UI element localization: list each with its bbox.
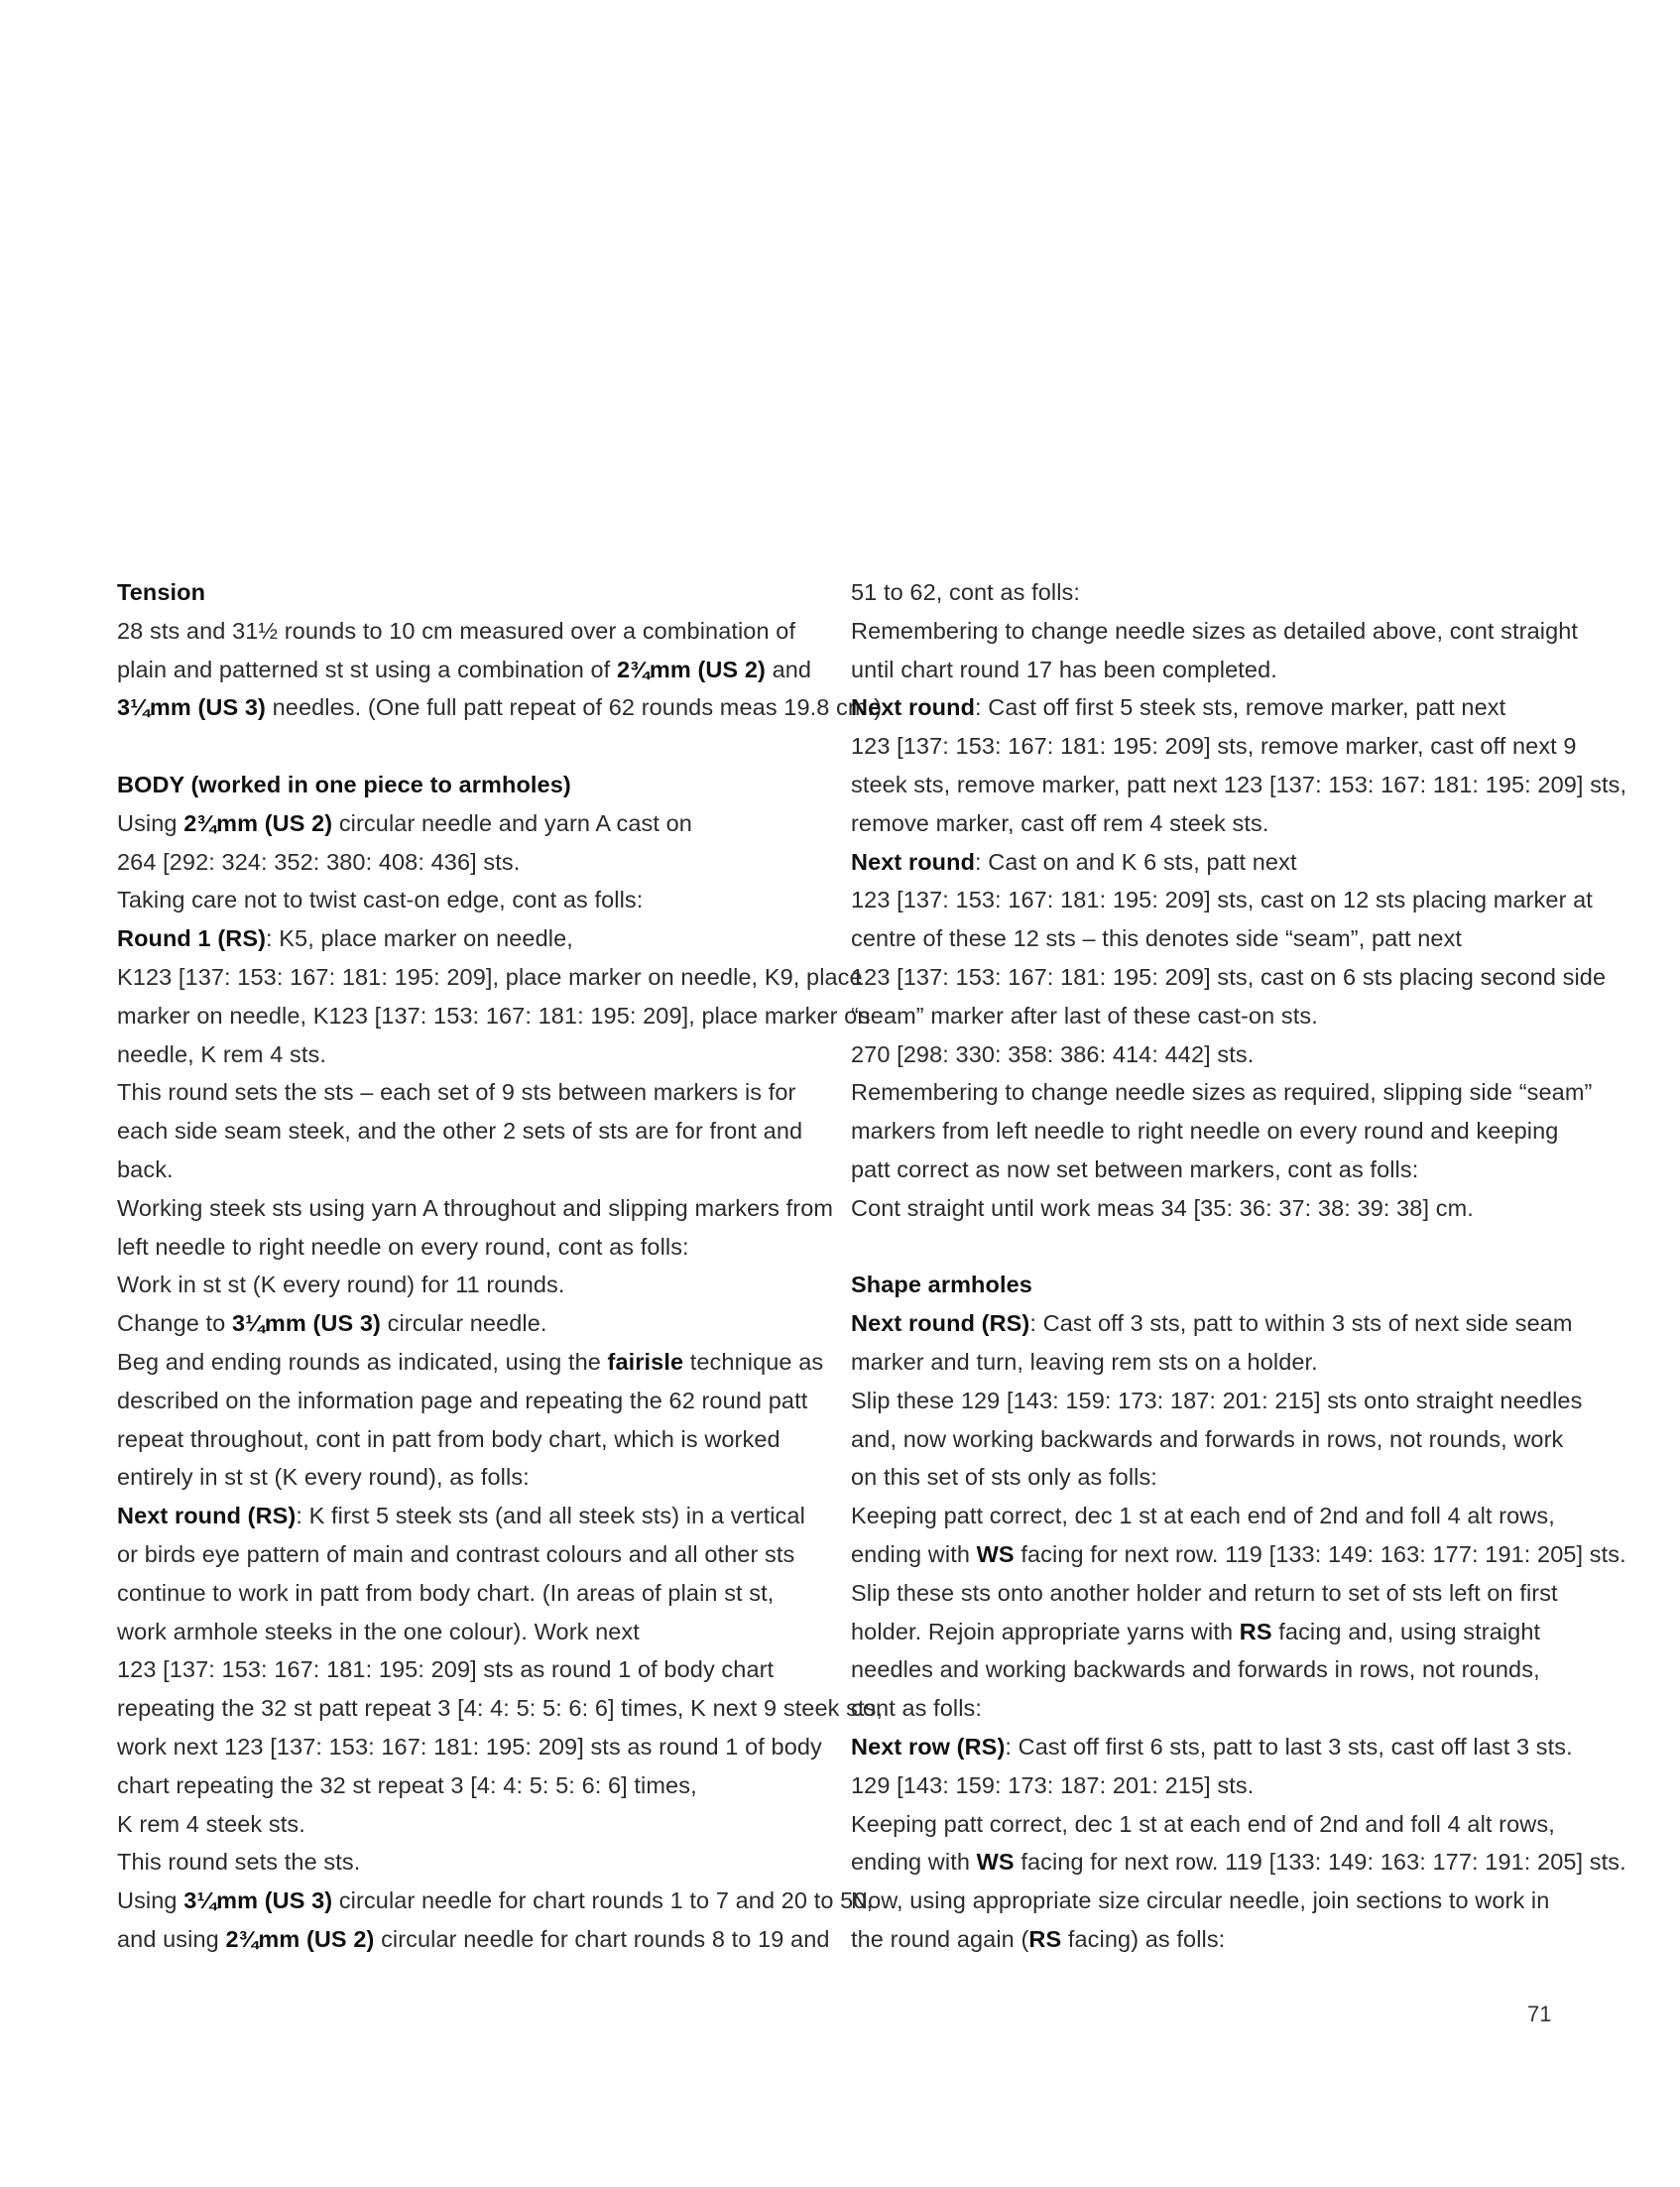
text-line: [117, 881, 816, 919]
text-segment: Slip these sts onto another holder and return to set of sts left on first: [851, 1579, 1558, 1606]
text-segment: 270 [298: 330: 358: 386: 414: 442] sts.: [851, 1040, 1255, 1067]
text-line: [851, 766, 1627, 804]
text-line: [851, 1613, 1565, 1651]
text-line: [117, 1920, 830, 1959]
text-segment: Work in st st (K every round) for 11 rounds.: [117, 1272, 565, 1298]
text-segment: facing and, using straight: [1271, 1618, 1541, 1644]
text-line: [851, 1882, 1565, 1920]
text-line: [851, 1458, 1565, 1497]
text-line: [851, 843, 1565, 882]
text-segment: chart repeating the 32 st repeat 3 [4: 4: 5: 5: 6: 6] times,: [117, 1771, 697, 1798]
text-line: [851, 958, 1607, 997]
text-line: [851, 1189, 1565, 1228]
text-segment: : K first 5 steek sts (and all steek sts) in a vertical: [296, 1503, 805, 1529]
text-line: [851, 1920, 1565, 1959]
text-segment: plain and patterned st st using a combination of: [117, 656, 617, 682]
text-line: [117, 1343, 824, 1382]
text-segment: each side seam steek, and the other 2 sets of sts are for front and: [117, 1118, 803, 1145]
text-segment: Slip these 129 [143: 159: 173: 187: 201: 215] sts onto straight needles: [851, 1387, 1583, 1413]
text-line: [117, 1189, 834, 1228]
text-line: [117, 958, 863, 997]
bold-text: 3¼mm (US 3): [231, 1310, 381, 1337]
text-segment: Taking care not to twist cast-on edge, cont as folls:: [117, 887, 644, 913]
text-segment: entirely in st st (K every round), as folls:: [117, 1464, 530, 1491]
text-segment: K rem 4 steek sts.: [117, 1810, 305, 1837]
text-line: [117, 843, 816, 882]
text-line: [851, 1650, 1565, 1689]
text-segment: marker and turn, leaving rem sts on a holder.: [851, 1348, 1318, 1375]
text-line: [117, 1843, 816, 1882]
text-segment: : K5, place marker on needle,: [266, 925, 573, 952]
text-line: [117, 997, 871, 1035]
bold-text: BODY (worked in one piece to armholes): [117, 771, 571, 797]
text-segment: remove marker, cast off rem 4 steek sts.: [851, 809, 1269, 836]
text-line: [851, 1805, 1565, 1844]
text-segment: facing) as folls:: [1061, 1925, 1226, 1952]
text-segment: Keeping patt correct, dec 1 st at each end of 2nd and foll 4 alt rows,: [851, 1810, 1555, 1837]
text-segment: described on the information page and repeating the 62 round patt: [117, 1387, 808, 1413]
text-line: [851, 1151, 1565, 1189]
text-line: [117, 1458, 816, 1497]
text-line: [851, 881, 1593, 919]
bold-text: 3¼mm (US 3): [117, 694, 266, 721]
text-line: [117, 1882, 874, 1920]
text-line: [117, 573, 816, 612]
text-segment: repeating the 32 st patt repeat 3 [4: 4: 5: 5: 6: 6] times, K next 9 steek sts,: [117, 1695, 884, 1722]
left-text-column: [117, 573, 884, 1959]
text-line: [117, 1266, 816, 1304]
bold-text: Shape armholes: [851, 1272, 1032, 1298]
blank-line: [117, 727, 816, 766]
text-segment: K123 [137: 153: 167: 181: 195: 209], place marker on needle, K9, place: [117, 963, 863, 990]
text-segment: 28 sts and 31½ rounds to 10 cm measured over a combination of: [117, 617, 796, 644]
text-line: [117, 1151, 816, 1189]
text-line: [117, 1228, 816, 1267]
text-line: [117, 1574, 816, 1613]
text-segment: : Cast on and K 6 sts, patt next: [975, 848, 1297, 875]
text-segment: 123 [137: 153: 167: 181: 195: 209] sts, cast on 12 sts placing marker at: [851, 887, 1593, 913]
text-line: [851, 1035, 1565, 1074]
text-line: [851, 1073, 1593, 1112]
text-segment: steek sts, remove marker, patt next 123 [137: 153: 167: 181: 195: 209] sts,: [851, 771, 1627, 797]
text-segment: back.: [117, 1155, 174, 1182]
bold-text: RS: [1239, 1618, 1272, 1644]
text-segment: or birds eye pattern of main and contrast colours and all other sts: [117, 1540, 795, 1567]
bold-text: Next round (RS): [851, 1310, 1030, 1337]
bold-text: Next round (RS): [117, 1503, 297, 1529]
text-segment: and using: [117, 1925, 226, 1952]
text-segment: and, now working backwards and forwards in rows, not rounds, work: [851, 1425, 1564, 1452]
bold-text: fairisle: [607, 1348, 684, 1375]
text-segment: centre of these 12 sts – this denotes side “seam”, patt next: [851, 925, 1463, 952]
text-line: [851, 1343, 1565, 1382]
text-line: [851, 1689, 1565, 1728]
text-segment: This round sets the sts – each set of 9 sts between markers is for: [117, 1079, 796, 1106]
text-segment: Working steek sts using yarn A throughout and slipping markers from: [117, 1194, 834, 1221]
text-segment: holder. Rejoin appropriate yarns with: [851, 1618, 1240, 1644]
text-line: [851, 1843, 1626, 1882]
text-segment: continue to work in patt from body chart. (In areas of plain st st,: [117, 1579, 775, 1606]
right-text-column: [851, 573, 1627, 1959]
text-line: [851, 919, 1565, 958]
text-segment: This round sets the sts.: [117, 1849, 361, 1876]
text-segment: markers from left needle to right needle on every round and keeping: [851, 1118, 1559, 1145]
text-line: [851, 804, 1565, 843]
text-segment: marker on needle, K123 [137: 153: 167: 181: 195: 209], place marker on: [117, 1002, 871, 1029]
text-line: [117, 1805, 816, 1844]
text-line: [851, 1266, 1565, 1304]
text-line: [117, 1728, 822, 1766]
text-line: [117, 1073, 816, 1112]
text-segment: the round again (: [851, 1925, 1029, 1952]
text-segment: circular needle for chart rounds 8 to 19 and: [374, 1925, 830, 1952]
text-segment: : Cast off first 5 steek sts, remove marker, patt next: [975, 694, 1506, 721]
text-segment: until chart round 17 has been completed.: [851, 656, 1277, 682]
bold-text: WS: [976, 1540, 1015, 1567]
bold-text: Next round: [851, 694, 976, 721]
text-line: [851, 1382, 1583, 1420]
text-line: [117, 1112, 816, 1151]
text-segment: facing for next row. 119 [133: 149: 163: 177: 191: 205] sts.: [1014, 1849, 1626, 1876]
text-segment: 123 [137: 153: 167: 181: 195: 209] sts, remove marker, cast off next 9: [851, 733, 1577, 760]
text-line: [117, 1766, 816, 1805]
text-segment: Keeping patt correct, dec 1 st at each end of 2nd and foll 4 alt rows,: [851, 1503, 1555, 1529]
text-segment: needle, K rem 4 sts.: [117, 1040, 326, 1067]
page-number: 71: [1527, 2002, 1552, 2026]
text-segment: : Cast off first 6 sts, patt to last 3 sts, cast off last 3 sts.: [1005, 1733, 1573, 1760]
text-segment: cont as folls:: [851, 1695, 983, 1722]
text-segment: circular needle and yarn A cast on: [332, 809, 692, 836]
text-segment: circular needle for chart rounds 1 to 7 and 20 to 50,: [332, 1887, 874, 1914]
text-line: [851, 1497, 1565, 1535]
text-line: [851, 1112, 1565, 1151]
text-line: [117, 1497, 816, 1535]
text-segment: 51 to 62, cont as folls:: [851, 579, 1081, 605]
text-line: [117, 1535, 816, 1574]
text-line: [117, 1304, 816, 1343]
text-line: [117, 1382, 816, 1420]
text-line: [117, 766, 816, 804]
text-segment: 129 [143: 159: 173: 187: 201: 215] sts.: [851, 1771, 1255, 1798]
text-segment: needles and working backwards and forwards in rows, not rounds,: [851, 1656, 1540, 1683]
text-line: [851, 1728, 1573, 1766]
text-segment: repeat throughout, cont in patt from body chart, which is worked: [117, 1425, 780, 1452]
text-line: [117, 1420, 816, 1459]
text-line: [851, 573, 1565, 612]
text-segment: work armhole steeks in the one colour). Work next: [117, 1618, 640, 1644]
blank-line: [851, 1228, 1565, 1267]
text-segment: 123 [137: 153: 167: 181: 195: 209] sts as round 1 of body chart: [117, 1656, 775, 1683]
text-line: [851, 1420, 1565, 1459]
text-line: [117, 1689, 884, 1728]
text-segment: work next 123 [137: 153: 167: 181: 195: 209] sts as round 1 of body: [117, 1733, 822, 1760]
text-segment: 123 [137: 153: 167: 181: 195: 209] sts, cast on 6 sts placing second side: [851, 963, 1607, 990]
bold-text: WS: [976, 1849, 1015, 1876]
bold-text: Round 1 (RS): [117, 925, 267, 952]
text-line: [117, 1613, 816, 1651]
text-line: [851, 1304, 1573, 1343]
text-segment: and: [765, 656, 812, 682]
bold-text: RS: [1028, 1925, 1062, 1952]
text-segment: ending with: [851, 1540, 977, 1567]
text-segment: technique as: [683, 1348, 824, 1375]
text-segment: circular needle.: [380, 1310, 547, 1337]
text-segment: Change to: [117, 1310, 232, 1337]
text-segment: facing for next row. 119 [133: 149: 163: 177: 191: 205] sts.: [1014, 1540, 1626, 1567]
text-segment: Beg and ending rounds as indicated, using the: [117, 1348, 608, 1375]
bold-text: Tension: [117, 579, 206, 605]
text-line: [117, 612, 816, 651]
text-segment: on this set of sts only as folls:: [851, 1464, 1157, 1491]
text-line: [851, 651, 1565, 689]
text-segment: Remembering to change needle sizes as detailed above, cont straight: [851, 617, 1579, 644]
text-segment: ending with: [851, 1849, 977, 1876]
text-segment: needles. (One full patt repeat of 62 rounds meas 19.8 cm.): [265, 694, 883, 721]
bold-text: 2¾mm (US 2): [183, 809, 333, 836]
text-segment: Using: [117, 1887, 184, 1914]
bold-text: 2¾mm (US 2): [616, 656, 766, 682]
text-line: [851, 688, 1565, 727]
text-line: [851, 727, 1577, 766]
text-line: [117, 1035, 816, 1074]
text-segment: patt correct as now set between markers, cont as folls:: [851, 1155, 1419, 1182]
text-line: [851, 1535, 1626, 1574]
text-line: [117, 688, 883, 727]
text-line: [117, 804, 816, 843]
text-segment: left needle to right needle on every round, cont as folls:: [117, 1233, 689, 1260]
bold-text: 2¾mm (US 2): [225, 1925, 375, 1952]
text-line: [851, 612, 1579, 651]
text-line: [851, 1766, 1565, 1805]
text-segment: 264 [292: 324: 352: 380: 408: 436] sts.: [117, 848, 521, 875]
text-segment: Now, using appropriate size circular needle, join sections to work in: [851, 1887, 1550, 1914]
text-segment: : Cast off 3 sts, patt to within 3 sts of next side seam: [1029, 1310, 1573, 1337]
text-line: [117, 919, 816, 958]
text-segment: “seam” marker after last of these cast-on sts.: [851, 1002, 1318, 1029]
text-segment: Remembering to change needle sizes as required, slipping side “seam”: [851, 1079, 1593, 1106]
bold-text: Next row (RS): [851, 1733, 1006, 1760]
text-line: [117, 1650, 816, 1689]
text-line: [851, 1574, 1565, 1613]
text-line: [851, 997, 1565, 1035]
text-segment: Cont straight until work meas 34 [35: 36: 37: 38: 39: 38] cm.: [851, 1194, 1474, 1221]
bold-text: Next round: [851, 848, 976, 875]
text-segment: Using: [117, 809, 184, 836]
text-line: [117, 651, 816, 689]
bold-text: 3¼mm (US 3): [183, 1887, 333, 1914]
